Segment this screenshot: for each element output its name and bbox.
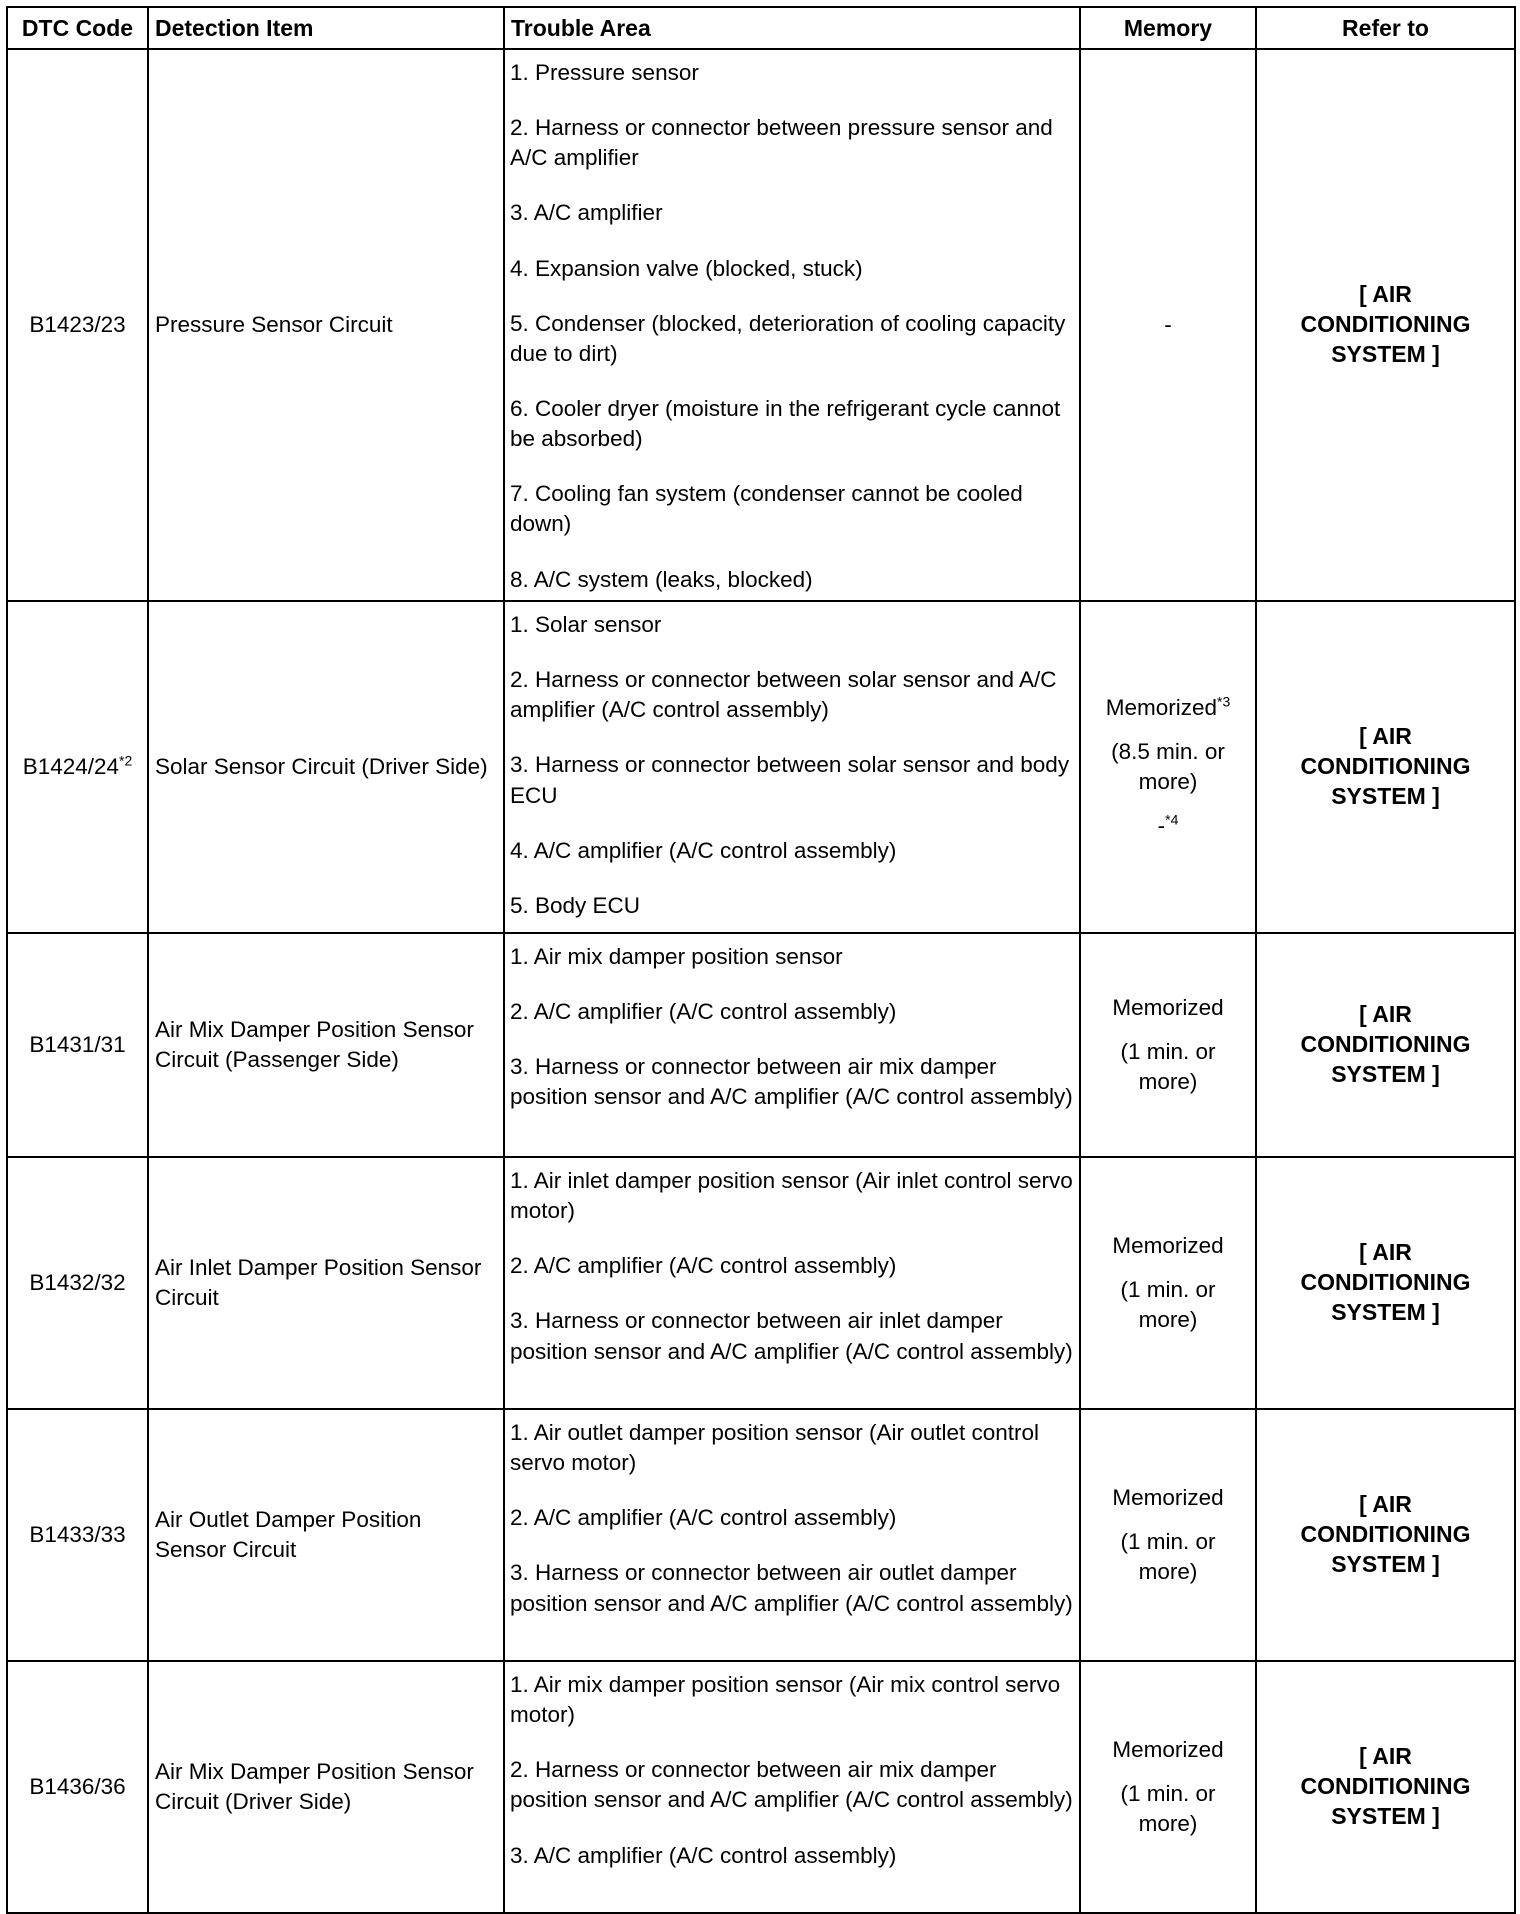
memory-duration: (1 min. or more) [1120,1780,1216,1837]
trouble-area-cell [504,49,1080,601]
refer-to-cell: [ AIR CONDITIONING SYSTEM ] [1256,1157,1515,1409]
memory-status: Memorized [1112,1736,1224,1762]
memory-duration: (1 min. or more) [1120,1038,1216,1095]
trouble-area-item: 1. Air outlet damper position sensor (Air outlet control servo motor) [510,1420,1040,1476]
trouble-area-item: 4. Expansion valve (blocked, stuck) [510,255,863,281]
dtc-code: B1432/32 [29,1269,126,1295]
header-trouble-area: Trouble Area [504,7,1080,49]
trouble-area-cell [504,1409,1080,1661]
memory-line [1101,693,1235,723]
table-row [7,933,1515,1157]
trouble-area-item: 4. A/C amplifier (A/C control assembly) [510,837,897,863]
header-detection-item: Detection Item [148,7,504,49]
detection-item-cell: Air Inlet Damper Position Sensor Circuit [148,1157,504,1409]
dtc-code-cell [7,1661,148,1913]
trouble-area-cell [504,1157,1080,1409]
refer-to-cell: [ AIR CONDITIONING SYSTEM ] [1256,1409,1515,1661]
refer-to-cell: [ AIR CONDITIONING SYSTEM ] [1256,933,1515,1157]
memory-duration: (1 min. or more) [1120,1528,1216,1585]
footnote-marker: *4 [1165,811,1179,828]
table-row [7,1157,1515,1409]
trouble-area-item: 2. Harness or connector between pressure sensor and A/C amplifier [510,115,1053,171]
detection-item-cell: Solar Sensor Circuit (Driver Side) [148,601,504,933]
trouble-area-item: 1. Solar sensor [510,612,662,637]
header-refer-to: Refer to [1256,7,1515,49]
dtc-code: B1423/23 [29,311,126,337]
trouble-area-cell [504,601,1080,933]
memory-status: Memorized [1105,694,1218,720]
trouble-area-cell [504,933,1080,1157]
dtc-code-cell [7,1409,148,1661]
refer-to-cell: [ AIR CONDITIONING SYSTEM ] [1256,601,1515,933]
table-row [7,1409,1515,1661]
memory-cell [1080,601,1256,933]
table-row [7,49,1515,601]
dtc-document [6,6,1514,1914]
memory-status: Memorized [1112,1484,1224,1510]
memory-cell [1080,933,1256,1157]
table-row [7,601,1515,933]
memory-cell [1080,1157,1256,1409]
trouble-area-item: 3. Harness or connector between air outlet damper position sensor and A/C amplifier (A/C control assembly) [510,1560,1073,1616]
trouble-area-item: 5. Body ECU [510,892,641,918]
memory-cell: - [1080,49,1256,601]
detection-item-cell: Air Mix Damper Position Sensor Circuit (Passenger Side) [148,933,504,1157]
dtc-code: B1424/24 [22,753,120,779]
trouble-area-item: 3. Harness or connector between air inlet damper position sensor and A/C amplifier (A/C control assembly) [510,1308,1073,1364]
trouble-area-item: 5. Condenser (blocked, deterioration of cooling capacity due to dirt) [510,310,1066,366]
table-row [7,1661,1515,1913]
trouble-area-item: 3. Harness or connector between solar sensor and body ECU [510,752,1070,808]
trouble-area-item: 1. Air mix damper position sensor (Air mix control servo motor) [510,1672,1061,1728]
dtc-code: B1431/31 [29,1031,126,1057]
dtc-code-cell [7,49,148,601]
trouble-area-item: 3. A/C amplifier (A/C control assembly) [510,1842,897,1868]
memory-duration: (8.5 min. or more) [1111,738,1225,794]
trouble-area-item: 2. Harness or connector between solar sensor and A/C amplifier (A/C control assembly) [510,667,1057,723]
memory-cell [1080,1661,1256,1913]
detection-item-cell: Air Outlet Damper Position Sensor Circuit [148,1409,504,1661]
trouble-area-item: 2. Harness or connector between air mix damper position sensor and A/C amplifier (A/C control assembly) [510,1757,1073,1813]
trouble-area-item: 3. Harness or connector between air mix damper position sensor and A/C amplifier (A/C control assembly) [510,1054,1073,1110]
detection-item-cell: Air Mix Damper Position Sensor Circuit (Driver Side) [148,1661,504,1913]
header-dtc-code: DTC Code [7,7,148,49]
trouble-area-item: 2. A/C amplifier (A/C control assembly) [510,1505,897,1531]
memory-line [1101,811,1235,841]
header-row [7,7,1515,49]
detection-item-cell: Pressure Sensor Circuit [148,49,504,601]
trouble-area-item: 3. A/C amplifier [510,200,663,226]
header-memory: Memory [1080,7,1256,49]
dtc-code: B1433/33 [29,1521,126,1547]
trouble-area-item: 1. Pressure sensor [510,60,699,85]
trouble-area-item: 6. Cooler dryer (moisture in the refrigerant cycle cannot be absorbed) [510,395,1061,452]
memory-status: - [1157,813,1166,839]
dtc-code-cell [7,1157,148,1409]
dtc-code-cell [7,601,148,933]
dtc-code: B1436/36 [29,1773,126,1799]
dtc-code-cell [7,933,148,1157]
trouble-area-item: 1. Air inlet damper position sensor (Air inlet control servo motor) [510,1168,1073,1224]
trouble-area-item: 8. A/C system (leaks, blocked) [510,566,813,592]
memory-status: Memorized [1112,994,1224,1020]
refer-to-cell: [ AIR CONDITIONING SYSTEM ] [1256,1661,1515,1913]
trouble-area-item: 2. A/C amplifier (A/C control assembly) [510,999,897,1025]
footnote-marker: *2 [119,752,133,769]
trouble-area-cell [504,1661,1080,1913]
memory-duration: (1 min. or more) [1120,1276,1216,1333]
trouble-area-item: 1. Air mix damper position sensor [510,944,843,969]
memory-cell [1080,1409,1256,1661]
refer-to-cell: [ AIR CONDITIONING SYSTEM ] [1256,49,1515,601]
trouble-area-item: 7. Cooling fan system (condenser cannot be cooled down) [510,481,1023,537]
dtc-table [6,6,1516,1914]
memory-status: Memorized [1112,1232,1224,1258]
footnote-marker: *3 [1217,693,1231,710]
trouble-area-item: 2. A/C amplifier (A/C control assembly) [510,1253,897,1279]
